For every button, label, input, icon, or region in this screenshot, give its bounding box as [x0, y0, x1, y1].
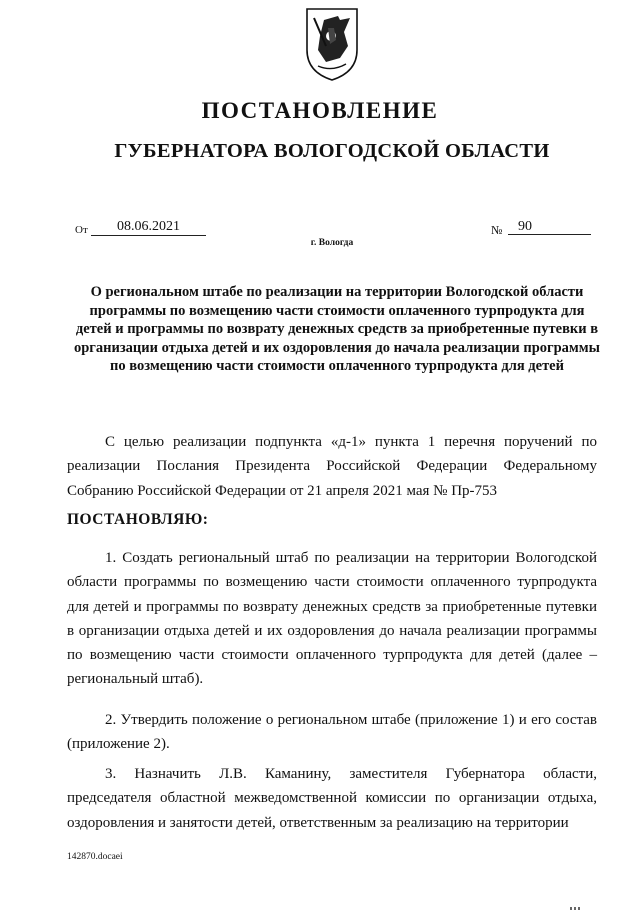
- item-text: 2. Утвердить положение о региональном штабе (приложение 1) и его состав (приложение 2).: [67, 712, 597, 753]
- city: г. Вологда: [310, 238, 354, 248]
- number-label: №: [491, 223, 503, 237]
- scan-marks: [570, 897, 584, 900]
- document-code: 142870.docaei: [67, 852, 123, 862]
- item-3: [67, 762, 597, 835]
- item-2: [67, 708, 597, 757]
- document-title: ПОСТАНОВЛЕНИЕ: [201, 98, 439, 123]
- date-label: От: [75, 224, 88, 236]
- preamble-text: С целью реализации подпункта «д-1» пункта 1 перечня поручений по реализации Послания Президента Российской Федерации Федеральному Собранию Российской Федерации от 21 апреля 2021 мая № Пр-753: [67, 434, 597, 499]
- item-text: 3. Назначить Л.В. Каманину, заместителя Губернатора области, председателя областной межведомственной комиссии по организации отдыха, оздоровления и занятости детей, ответственным за реализацию на территории: [67, 766, 597, 831]
- vologda-coat-of-arms-icon: [304, 6, 360, 82]
- document-subtitle: ГУБЕРНАТОРА ВОЛОГОДСКОЙ ОБЛАСТИ: [114, 140, 550, 162]
- date-value: 08.06.2021: [91, 219, 206, 236]
- item-1: [67, 546, 597, 692]
- document-heading: О региональном штабе по реализации на территории Вологодской области программы по возмещению части стоимости оплаченного турпродукта для детей и программы по возврату денежных средств за приобретенные путевки в организации отдыха детей и их оздоровления до начала реализации программы по возмещению части стоимости оплаченного турпродукта для детей: [73, 284, 601, 375]
- decree-word: ПОСТАНОВЛЯЮ:: [67, 511, 209, 528]
- item-text: 1. Создать региональный штаб по реализации на территории Вологодской области программы по возмещению части стоимости оплаченного турпродукта для детей и программы по возврату денежных средств за приобретенные путевки в организации отдыха детей и их оздоровления до начала реализации программы по возмещению части стоимости оплаченного турпродукта для детей (далее – региональный штаб).: [67, 550, 597, 688]
- preamble: [67, 430, 597, 503]
- number-value: 90: [508, 219, 591, 235]
